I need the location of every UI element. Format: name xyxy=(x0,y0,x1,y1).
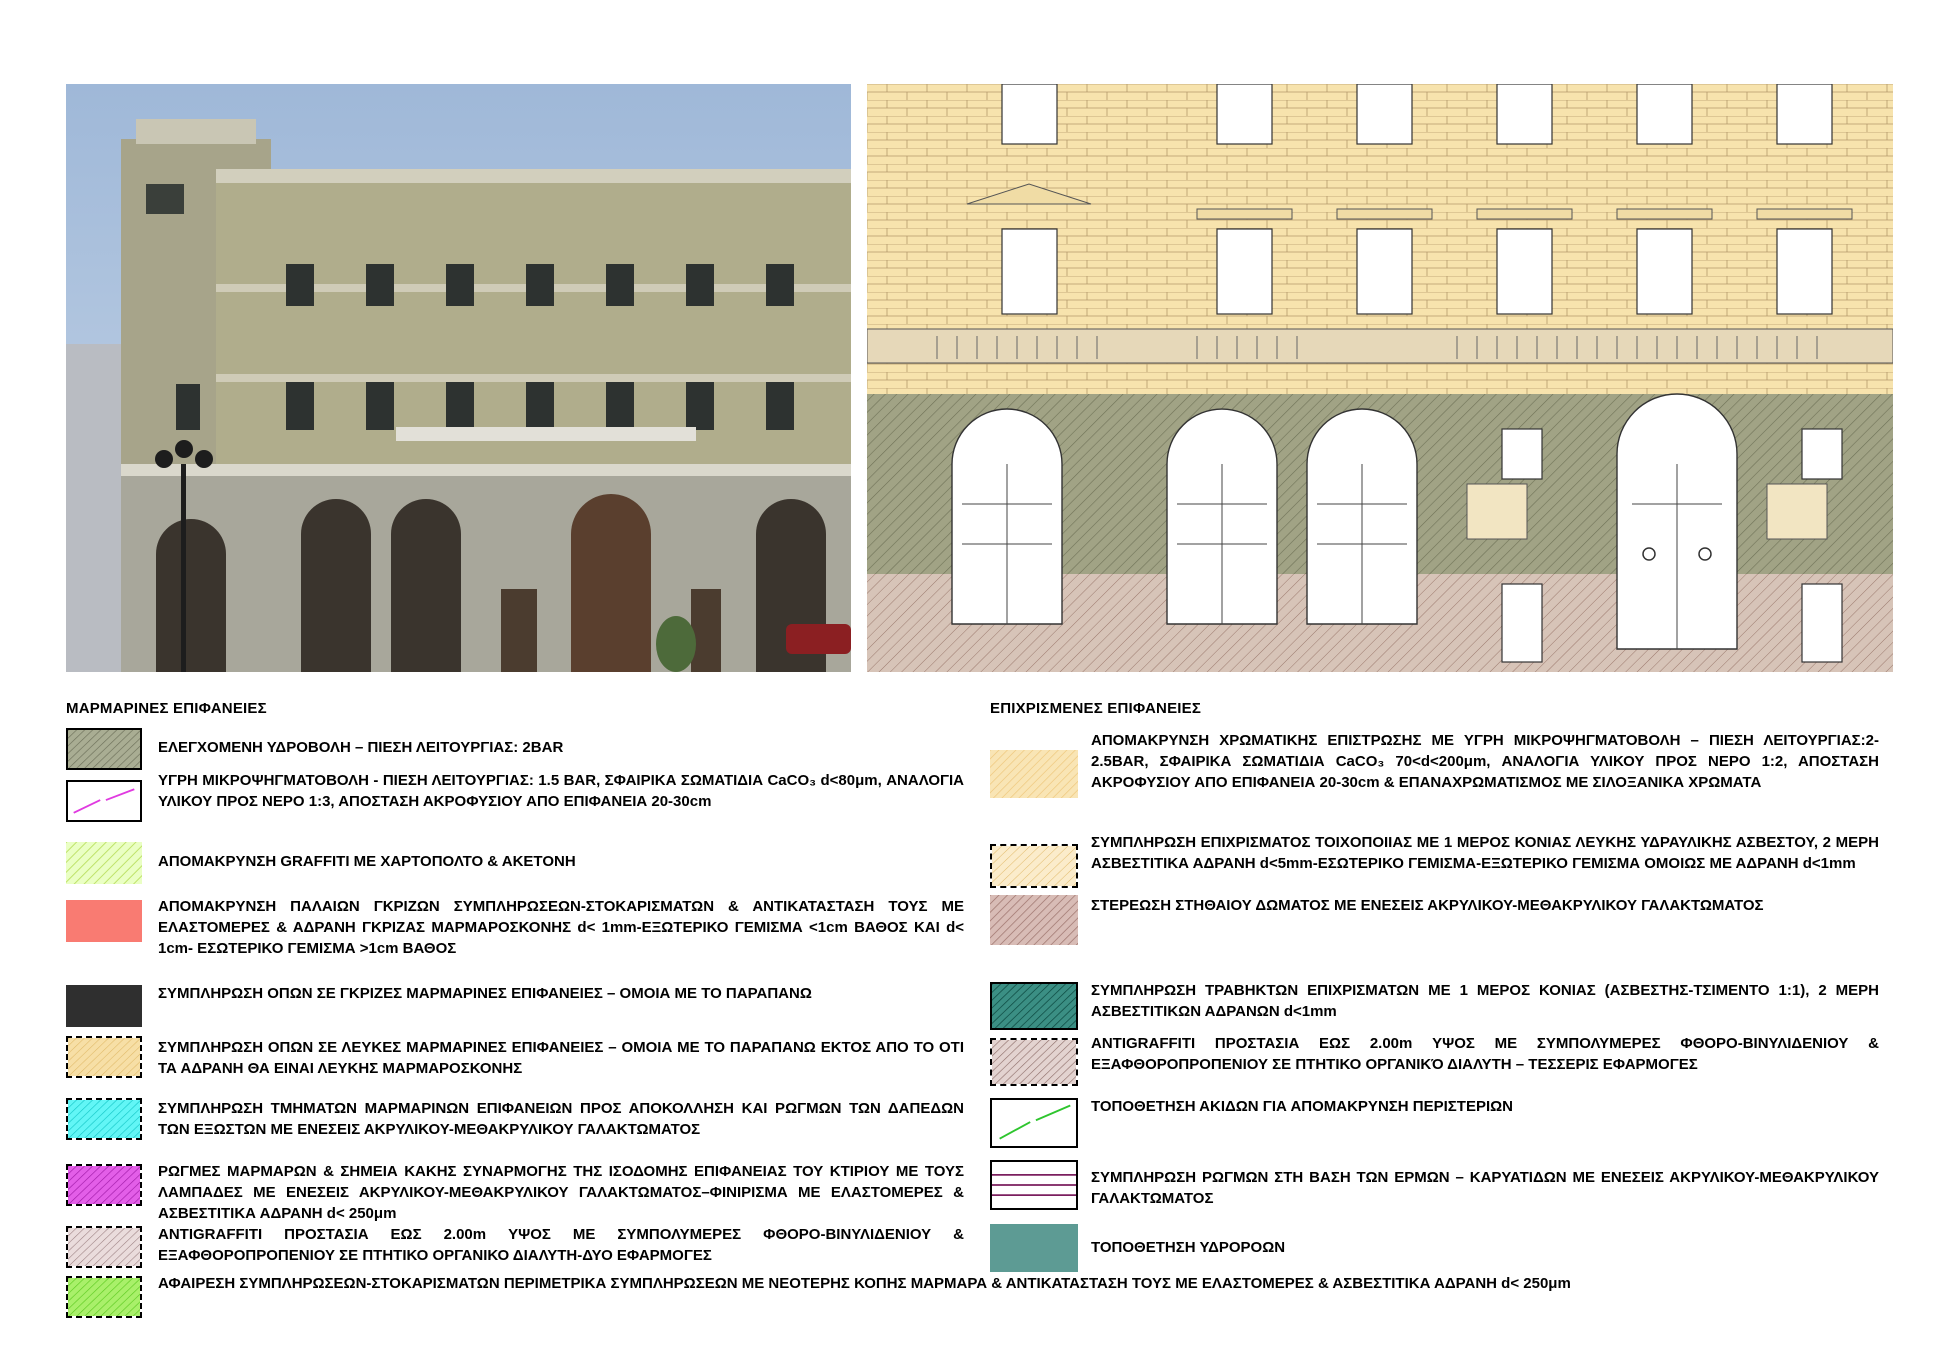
legend-text: ΤΟΠΟΘΕΤΗΣΗ ΥΔΡΟΡΟΩΝ xyxy=(1091,1239,1286,1256)
purple-hatch-swatch xyxy=(66,1164,142,1206)
legend-text: ΑΠΟΜΑΚΡΥΝΣΗ ΠΑΛΑΙΩΝ ΓΚΡΙΖΩΝ ΣΥΜΠΛΗΡΩΣΕΩΝ-ΣΤΟΚΑΡΙΣΜΑΤΩΝ & ΑΝΤΙΚΑΤΑΣΤΑΣΗ ΤΟΥΣ ΜΕ ΕΛΑΣΤΟΜΕΡΕΣ & ΑΔΡΑΝΗ ΓΚΡΙΖΑΣ ΜΑΡΜΑΡΟΣΚΟΝΗΣ d< 1mm-ΕΞΩΤΕΡΙΚΟ ΓΕΜΙΣΜΑ <1cm ΒΑΘΟΣ ΚΑΙ d< 1cm- ΕΣΩΤΕΡΙΚΟ ΓΕΜΙΣΜΑ >1cm ΒΑΘΟΣ xyxy=(158,898,964,957)
legend-text: ΑΠΟΜΑΚΡΥΝΣΗ ΧΡΩΜΑΤΙΚΗΣ ΕΠΙΣΤΡΩΣΗΣ ΜΕ ΥΓΡΗ ΜΙΚΡΟΨΗΓΜΑΤΟΒΟΛΗ – ΠΙΕΣΗ ΛΕΙΤΟΥΡΓΙΑΣ:2-2.5BAR, ΣΦΑΙΡΙΚΑ ΣΩΜΑΤΙΔΙΑ CaCO₃ 70<d<200μm, ΑΝΑΛΟΓΙΑ ΥΛΙΚΟΥ ΠΡΟΣ ΝΕΡΟ 1:2, ΑΠΟΣΤΑΣΗ ΑΚΡΟΦΥΣΙΟΥ ΑΠΟ ΕΠΙΦΑΝΕΙΑ 20-30cm & ΕΠΑΝΑΧΡΩΜΑΤΙΣΜΟΣ ΜΕ ΣΙΛΟΞΑΝΙΚΑ ΧΡΩΜΑΤΑ xyxy=(1091,732,1879,791)
green-line-swatch xyxy=(990,1098,1078,1148)
legend-text: ANTIGRAFFITI ΠΡΟΣΤΑΣΙΑ ΕΩΣ 2.00m ΥΨΟΣ ΜΕ ΣΥΜΠΟΛΥΜΕΡΕΣ ΦΘΟΡΟ-ΒΙΝΥΛΙΔΕΝΙΟΥ & ΕΞΑΦΘΟΡΟΠΡΟΠΕΝΙΟΥ ΣΕ ΠΤΗΤΙΚΟ ΟΡΓΑΝΙΚΟ ΔΙΑΛΥΤΗ-ΔΥΟ ΕΦΑΡΜΟΓΕΣ xyxy=(158,1226,964,1264)
legend-text: ΣΥΜΠΛΗΡΩΣΗ ΡΩΓΜΩΝ ΣΤΗ ΒΑΣΗ ΤΩΝ ΕΡΜΩΝ – ΚΑΡΥΑΤΙΔΩΝ ΜΕ ΕΝΕΣΕΙΣ ΑΚΡΥΛΙΚΟΥ-ΜΕΘΑΚΡΥΛΙΚΟΥ ΓΑΛΑΚΤΩΜΑΤΟΣ xyxy=(1091,1169,1879,1207)
teal-fill-swatch xyxy=(990,1224,1078,1272)
legend-text: ΑΠΟΜΑΚΡΥΝΣΗ GRAFFITI ΜΕ ΧΑΡΤΟΠΟΛΤΟ & ΑΚΕΤΟΝΗ xyxy=(158,853,576,870)
mauve-hatch-swatch xyxy=(66,1226,142,1268)
legend-text: ΣΥΜΠΛΗΡΩΣΗ ΕΠΙΧΡΙΣΜΑΤΟΣ ΤΟΙΧΟΠΟΙΙΑΣ ΜΕ 1 ΜΕΡΟΣ ΚΟΝΙΑΣ ΛΕΥΚΗΣ ΥΔΡΑΥΛΙΚΗΣ ΑΣΒΕΣΤΟΥ, 2 ΜΕΡΗ ΑΣΒΕΣΤΙΤΙΚΑ ΑΔΡΑΝΗ d<5mm-ΕΣΩΤΕΡΙΚΟ ΓΕΜΙΣΜΑ-ΕΞΩΤΕΡΙΚΟ ΓΕΜΙΣΜΑ ΟΜΟΙΩΣ ΜΕ ΑΔΡΑΝΗ d<1mm xyxy=(1091,834,1879,872)
legend-text: ΣΥΜΠΛΗΡΩΣΗ ΤΡΑΒΗΚΤΩΝ ΕΠΙΧΡΙΣΜΑΤΩΝ ΜΕ 1 ΜΕΡΟΣ ΚΟΝΙΑΣ (ΑΣΒΕΣΤΗΣ-ΤΣΙΜΕΝΤΟ 1:1), 2 ΜΕΡΗ ΑΣΒΕΣΤΙΤΙΚΩΝ ΑΔΡΑΝΩΝ d<1mm xyxy=(1091,982,1879,1020)
dashed-ochre-swatch xyxy=(990,844,1078,888)
brown-hatch-swatch xyxy=(990,1038,1078,1086)
salmon-fill-swatch xyxy=(66,900,142,942)
dark-fill-swatch xyxy=(66,985,142,1027)
legend-text: ΣΥΜΠΛΗΡΩΣΗ ΤΜΗΜΑΤΩΝ ΜΑΡΜΑΡΙΝΩΝ ΕΠΙΦΑΝΕΙΩΝ ΠΡΟΣ ΑΠΟΚΟΛΛΗΣΗ ΚΑΙ ΡΩΓΜΩΝ ΤΩΝ ΔΑΠΕΔΩΝ ΤΩΝ ΕΞΩΣΤΩΝ ΜΕ ΕΝΕΣΕΙΣ ΑΚΡΥΛΙΚΟΥ-ΜΕΘΑΚΡΥΛΙΚΟΥ ΓΑΛΑΚΤΩΜΑΤΟΣ xyxy=(158,1100,964,1138)
teal-hatch-swatch xyxy=(990,982,1078,1030)
green-hatch-swatch xyxy=(66,1276,142,1318)
rose-hatch-swatch xyxy=(990,895,1078,945)
marble-surfaces-title: ΜΑΡΜΑΡΙΝΕΣ ΕΠΙΦΑΝΕΙΕΣ xyxy=(66,700,267,717)
legend-text: ΣΥΜΠΛΗΡΩΣΗ ΟΠΩΝ ΣΕ ΛΕΥΚΕΣ ΜΑΡΜΑΡΙΝΕΣ ΕΠΙΦΑΝΕΙΕΣ – ΟΜΟΙΑ ΜΕ ΤΟ ΠΑΡΑΠΑΝΩ ΕΚΤΟΣ ΑΠΟ ΤΟ ΟΤΙ ΤΑ ΑΔΡΑΝΗ ΘΑ ΕΙΝΑΙ ΛΕΥΚΗΣ ΜΑΡΜΑΡΟΣΚΟΝΗΣ xyxy=(158,1039,964,1077)
legend-text: ΑΦΑΙΡΕΣΗ ΣΥΜΠΛΗΡΩΣΕΩΝ-ΣΤΟΚΑΡΙΣΜΑΤΩΝ ΠΕΡΙΜΕΤΡΙΚΑ ΣΥΜΠΛΗΡΩΣΕΩΝ ΜΕ ΝΕΟΤΕΡΗΣ ΚΟΠΗΣ ΜΑΡΜΑΡΑ & ΑΝΤΙΚΑΤΑΣΤΑΣΗ ΤΟΥΣ ΜΕ ΕΛΑΣΤΟΜΕΡΕΣ & ΑΣΒΕΣΤΙΤΙΚΑ ΑΔΡΑΝΗ d< 250μm xyxy=(158,1275,1571,1292)
lime-hatch-swatch xyxy=(66,842,142,884)
ochre-hatch-swatch xyxy=(990,750,1078,798)
facade-elevation-drawing xyxy=(867,84,1893,672)
legend-text: ΣΤΕΡΕΩΣΗ ΣΤΗΘΑΙΟΥ ΔΩΜΑΤΟΣ ΜΕ ΕΝΕΣΕΙΣ ΑΚΡΥΛΙΚΟΥ-ΜΕΘΑΚΡΥΛΙΚΟΥ ΓΑΛΑΚΤΩΜΑΤΟΣ xyxy=(1091,897,1764,914)
legend-text: ΡΩΓΜΕΣ ΜΑΡΜΑΡΩΝ & ΣΗΜΕΙΑ ΚΑΚΗΣ ΣΥΝΑΡΜΟΓΗΣ ΤΗΣ ΙΣΟΔΟΜΗΣ ΕΠΙΦΑΝΕΙΑΣ ΤΟΥ ΚΤΙΡΙΟΥ ΜΕ ΤΟΥΣ ΛΑΜΠΑΔΕΣ ΜΕ ΕΝΕΣΕΙΣ ΑΚΡΥΛΙΚΟΥ-ΜΕΘΑΚΡΥΛΙΚΟΥ ΓΑΛΑΚΤΩΜΑΤΟΣ–ΦΙΝΙΡΙΣΜΑ ΜΕ ΕΛΑΣΤΟΜΕΡΕΣ & ΑΣΒΕΣΤΙΤΙΚΑ ΑΔΡΑΝΗ d< 250μm xyxy=(158,1163,964,1222)
legend-text: ΣΥΜΠΛΗΡΩΣΗ ΟΠΩΝ ΣΕ ΓΚΡΙΖΕΣ ΜΑΡΜΑΡΙΝΕΣ ΕΠΙΦΑΝΕΙΕΣ – ΟΜΟΙΑ ΜΕ ΤΟ ΠΑΡΑΠΑΝΩ xyxy=(158,985,812,1002)
olive-hatch-swatch xyxy=(66,728,142,770)
facade-photograph xyxy=(66,84,851,672)
beige-hatch-swatch xyxy=(66,1036,142,1078)
legend-text: ΥΓΡΗ ΜΙΚΡΟΨΗΓΜΑΤΟΒΟΛΗ - ΠΙΕΣΗ ΛΕΙΤΟΥΡΓΙΑΣ: 1.5 BAR, ΣΦΑΙΡΙΚΑ ΣΩΜΑΤΙΔΙΑ CaCO₃ d<80μm, ΑΝΑΛΟΓΙΑ ΥΛΙΚΟΥ ΠΡΟΣ ΝΕΡΟ 1:3, ΑΠΟΣΤΑΣΗ ΑΚΡΟΦΥΣΙΟΥ ΑΠΟ ΕΠΙΦΑΝΕΙΑ 20-30cm xyxy=(158,772,964,810)
magenta-line-swatch xyxy=(66,780,142,822)
plastered-surfaces-title: ΕΠΙΧΡΙΣΜΕΝΕΣ ΕΠΙΦΑΝΕΙΕΣ xyxy=(990,700,1202,717)
legend-text: ΤΟΠΟΘΕΤΗΣΗ ΑΚΙΔΩΝ ΓΙΑ ΑΠΟΜΑΚΡΥΝΣΗ ΠΕΡΙΣΤΕΡΙΩΝ xyxy=(1091,1098,1513,1115)
cyan-hatch-swatch xyxy=(66,1098,142,1140)
purple-lines-swatch xyxy=(990,1160,1078,1210)
legend-text: ANTIGRAFFITI ΠΡΟΣΤΑΣΙΑ ΕΩΣ 2.00m ΥΨΟΣ ΜΕ ΣΥΜΠΟΛΥΜΕΡΕΣ ΦΘΟΡΟ-ΒΙΝΥΛΙΔΕΝΙΟΥ & ΕΞΑΦΘΟΡΟΠΡΟΠΕΝΙΟΥ ΣΕ ΠΤΗΤΙΚΟ ΟΡΓΑΝΙΚΌ ΔΙΑΛΥΤΗ – ΤΕΣΣΕΡΙΣ ΕΦΑΡΜΟΓΕΣ xyxy=(1091,1035,1879,1073)
legend-text: ΕΛΕΓΧΟΜΕΝΗ ΥΔΡΟΒΟΛΗ – ΠΙΕΣΗ ΛΕΙΤΟΥΡΓΙΑΣ: 2BAR xyxy=(158,739,564,756)
